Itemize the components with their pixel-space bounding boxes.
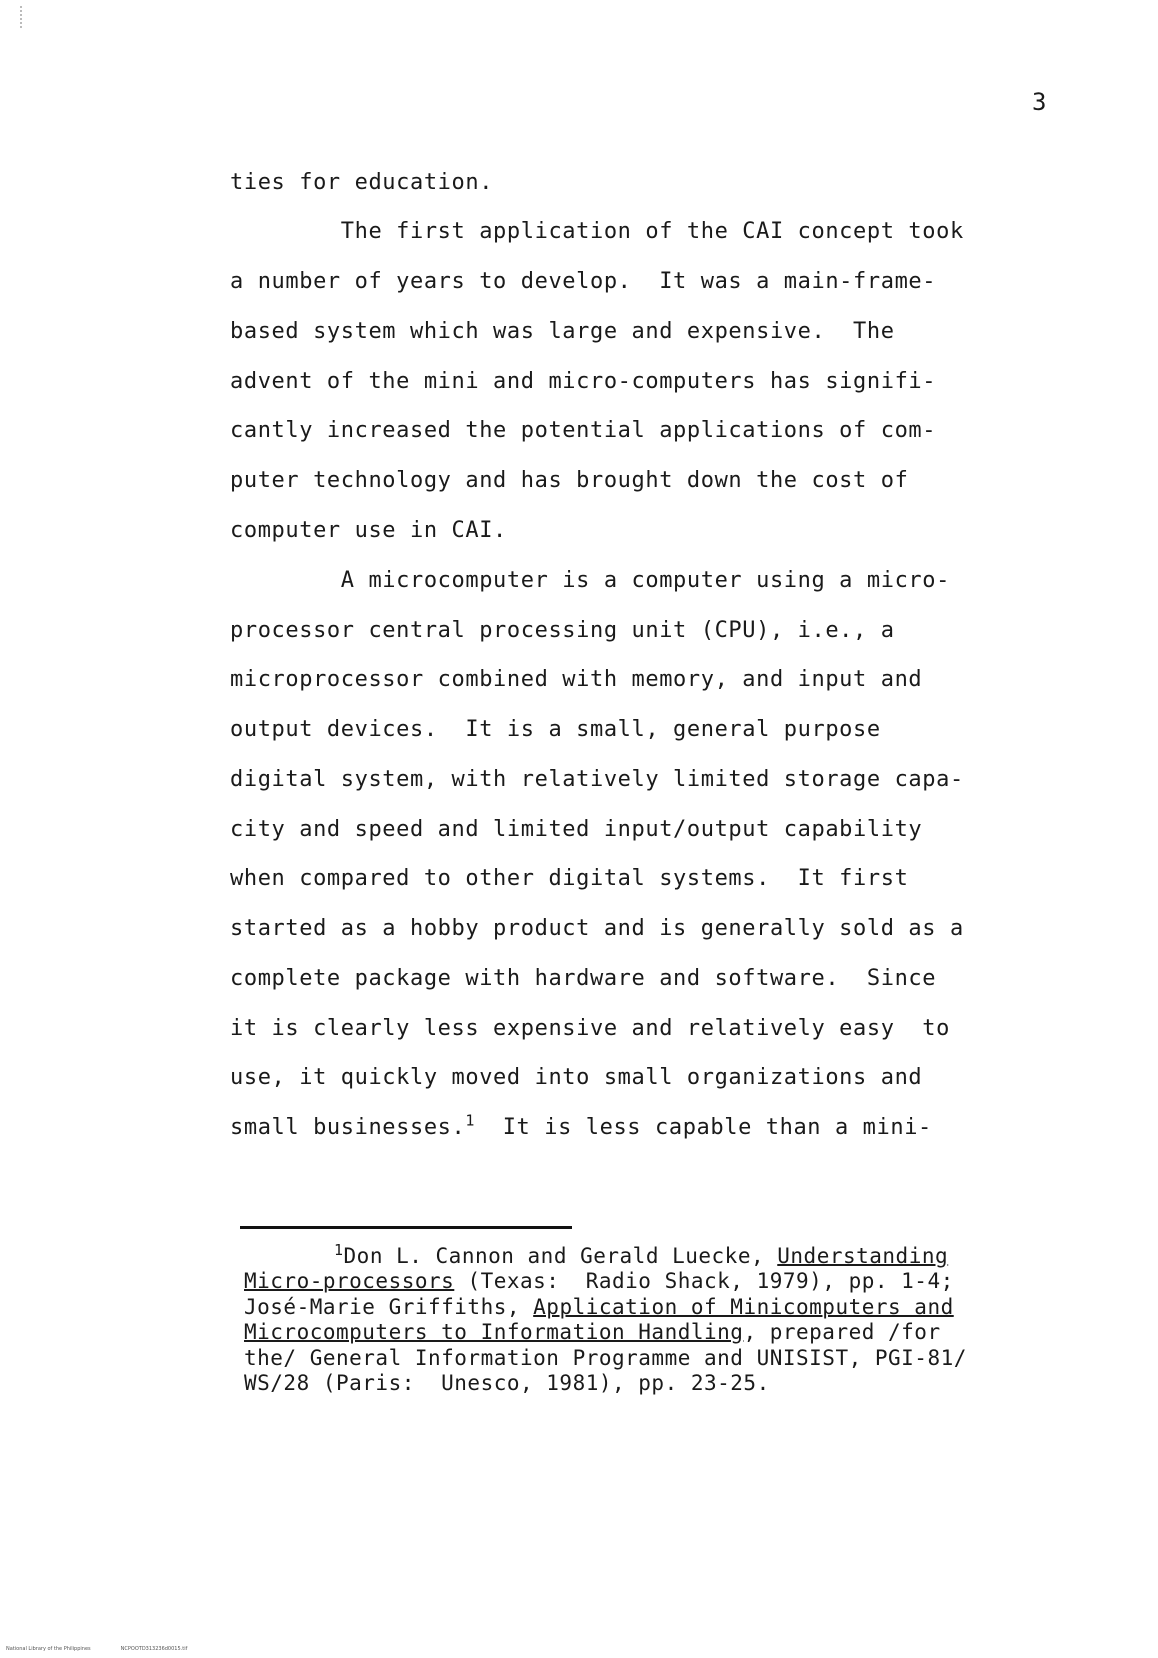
footnote-line: the/ General Information Programme and UNISIST, PGI-81/: [244, 1346, 967, 1370]
body-line: cantly increased the potential applications of com-: [230, 418, 937, 443]
footnote-mark: 1: [334, 1241, 344, 1259]
footnote-text: (Texas: Radio Shack, 1979), pp. 1-4;: [454, 1269, 954, 1293]
body-line-text: small businesses.: [230, 1115, 466, 1140]
footer-library: National Library of the Philippines: [6, 1646, 91, 1652]
footnote-line: [244, 1322, 941, 1343]
body-line: processor central processing unit (CPU), i.e., a: [230, 618, 895, 643]
footer-code: NCPOOTD313236d0015.tif: [120, 1646, 188, 1652]
body-line-last: [230, 1111, 932, 1140]
page-number: 3: [1032, 88, 1047, 116]
body-line: started as a hobby product and is generally sold as a: [230, 916, 964, 941]
footnote-line: [244, 1297, 954, 1318]
body-line: microprocessor combined with memory, and input and: [230, 667, 923, 692]
footnote-line: [244, 1271, 954, 1292]
body-line: a number of years to develop. It was a main-frame-: [230, 269, 937, 294]
body-line: city and speed and limited input/output capability: [230, 817, 923, 842]
body-line: complete package with hardware and software. Since: [230, 966, 937, 991]
body-line: based system which was large and expensive. The: [230, 319, 895, 344]
body-line: puter technology and has brought down the cost of: [230, 468, 909, 493]
body-line: advent of the mini and micro-computers has signifi-: [230, 369, 937, 394]
footnote-title: Microcomputers to Information Handling: [244, 1320, 744, 1344]
body-line: use, it quickly moved into small organizations and: [230, 1065, 923, 1090]
body-line: The first application of the CAI concept took: [230, 219, 964, 244]
footnote-text: Don L. Cannon and Gerald Luecke,: [343, 1244, 778, 1268]
footnote-text: , prepared /for: [743, 1320, 941, 1344]
body-line: output devices. It is a small, general purpose: [230, 717, 881, 742]
body-line: computer use in CAI.: [230, 518, 507, 543]
body-line: A microcomputer is a computer using a micro-: [230, 568, 950, 593]
footnote-reference: 1: [465, 1111, 476, 1130]
body-line-text: It is less capable than a mini-: [475, 1115, 932, 1140]
footnote-line: WS/28 (Paris: Unesco, 1981), pp. 23-25.: [244, 1371, 770, 1395]
footnote-title: Application of Minicomputers and: [533, 1295, 954, 1319]
footnote-title: Micro-processors: [244, 1269, 455, 1293]
scan-artifact: [20, 6, 24, 28]
footnote-line: [334, 1241, 949, 1268]
footnote-separator: [240, 1226, 572, 1229]
body-line: it is clearly less expensive and relatively easy to: [230, 1016, 950, 1041]
footnote-title: Understanding: [777, 1244, 949, 1268]
footnote-text: José-Marie Griffiths,: [244, 1295, 534, 1319]
scan-footer: [6, 1646, 187, 1652]
body-line: digital system, with relatively limited storage capa-: [230, 767, 964, 792]
body-line: ties for education.: [230, 170, 494, 195]
body-line: when compared to other digital systems. It first: [230, 866, 909, 891]
